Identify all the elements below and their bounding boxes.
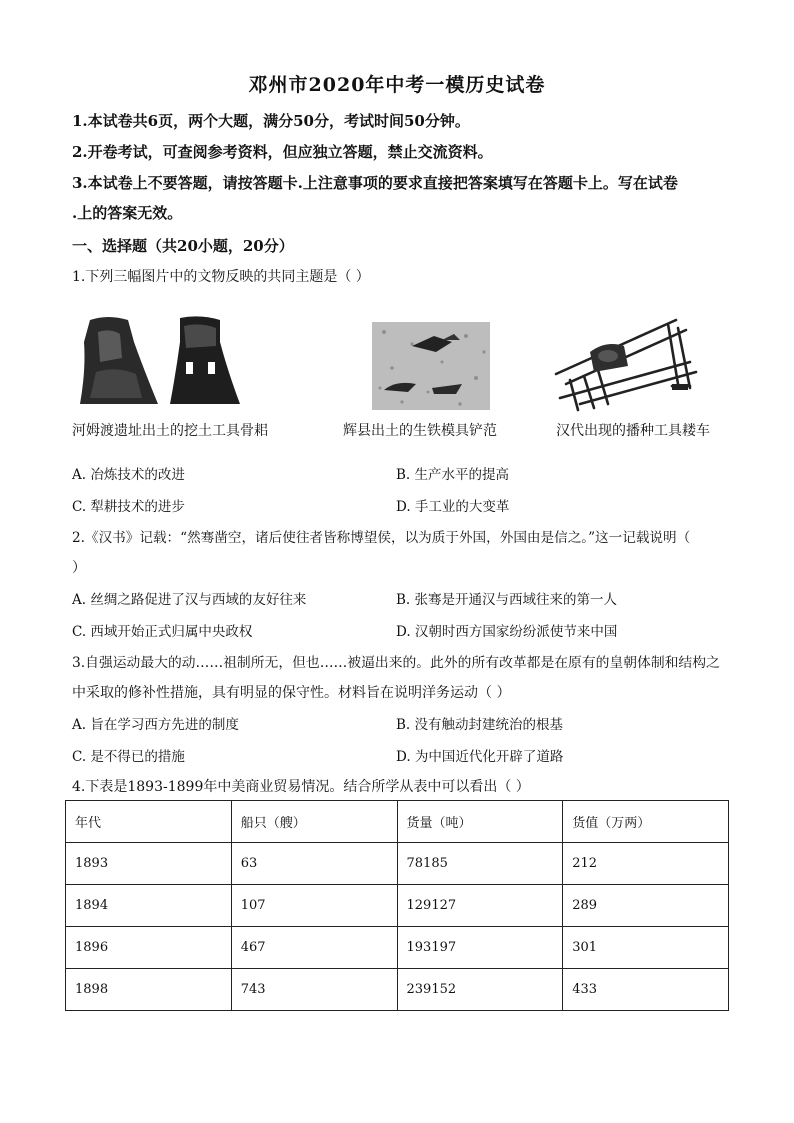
q1-option-c[interactable]: C. 犁耕技术的进步 — [72, 499, 185, 515]
table-cell: 239152 — [397, 969, 563, 1011]
table-cell: 1896 — [66, 927, 232, 969]
table-row — [66, 927, 729, 969]
caption-seed-drill: 汉代出现的播种工具耧车 — [556, 423, 710, 439]
bone-spade-image — [76, 312, 246, 416]
q3-stem-cont: 中采取的修补性措施，具有明显的保守性。材料旨在说明洋务运动（ ） — [72, 685, 511, 701]
table-header-row — [66, 801, 729, 843]
table-cell: 1893 — [66, 843, 232, 885]
q3-option-c[interactable]: C. 是不得已的措施 — [72, 749, 185, 765]
table-row — [66, 885, 729, 927]
table-cell: 193197 — [397, 927, 563, 969]
q3-option-b[interactable]: B. 没有触动封建统治的根基 — [396, 717, 564, 733]
table-cell: 129127 — [397, 885, 563, 927]
q3-option-d[interactable]: D. 为中国近代化开辟了道路 — [396, 749, 564, 765]
q1-option-b[interactable]: B. 生产水平的提高 — [396, 467, 510, 483]
q2-stem: 2.《汉书》记载：“然骞凿空，诸后使往者皆称博望侯，以为质于外国，外国由是信之。”这一记载说明（ — [72, 530, 691, 546]
header-year: 年代 — [66, 801, 232, 843]
table-cell: 1898 — [66, 969, 232, 1011]
exam-title: 邓州市2020年中考一模历史试卷 — [248, 74, 546, 96]
caption-bone-spade: 河姆渡遗址出土的挖土工具骨耜 — [72, 423, 268, 439]
table-row — [66, 843, 729, 885]
instruction-3-cont: .上的答案无效。 — [72, 204, 183, 222]
q3-option-a[interactable]: A. 旨在学习西方先进的制度 — [72, 717, 239, 733]
trade-table — [65, 800, 729, 1011]
table-cell: 433 — [563, 969, 729, 1011]
header-cargo: 货量（吨） — [397, 801, 563, 843]
q2-option-c[interactable]: C. 西域开始正式归属中央政权 — [72, 624, 253, 640]
q2-option-a[interactable]: A. 丝绸之路促进了汉与西域的友好往来 — [72, 592, 307, 608]
table-cell: 289 — [563, 885, 729, 927]
section-heading: 一、选择题（共20小题，20分） — [72, 237, 294, 255]
iron-mold-image — [372, 322, 490, 414]
table-row — [66, 969, 729, 1011]
q2-option-b[interactable]: B. 张骞是开通汉与西域往来的第一人 — [396, 592, 618, 608]
instruction-3: 3.本试卷上不要答题，请按答题卡.上注意事项的要求直接把答案填写在答题卡上。写在试卷 — [72, 174, 678, 192]
q1-option-a[interactable]: A. 冶炼技术的改进 — [72, 467, 185, 483]
q2-stem-cont: ） — [72, 560, 86, 576]
q1-stem: 1.下列三幅图片中的文物反映的共同主题是（ ） — [72, 269, 370, 285]
table-cell: 63 — [231, 843, 397, 885]
instruction-2: 2.开卷考试，可查阅参考资料，但应独立答题，禁止交流资料。 — [72, 143, 493, 161]
header-value: 货值（万两） — [563, 801, 729, 843]
q3-stem: 3.自强运动最大的动……祖制所无，但也……被逼出来的。此外的所有改革都是在原有的皇朝体制和结构之 — [72, 655, 720, 671]
q1-option-d[interactable]: D. 手工业的大变革 — [396, 499, 510, 515]
table-cell: 107 — [231, 885, 397, 927]
table-cell: 212 — [563, 843, 729, 885]
seed-drill-image — [550, 314, 700, 416]
header-ships: 船只（艘） — [231, 801, 397, 843]
table-cell: 1894 — [66, 885, 232, 927]
table-cell: 467 — [231, 927, 397, 969]
table-cell: 78185 — [397, 843, 563, 885]
instruction-1: 1.本试卷共6页，两个大题，满分50分，考试时间50分钟。 — [72, 112, 470, 130]
q4-stem: 4.下表是1893-1899年中美商业贸易情况。结合所学从表中可以看出（ ） — [72, 779, 530, 795]
table-cell: 301 — [563, 927, 729, 969]
table-cell: 743 — [231, 969, 397, 1011]
caption-iron-mold: 辉县出土的生铁模具铲范 — [343, 423, 497, 439]
q2-option-d[interactable]: D. 汉朝时西方国家纷纷派使节来中国 — [396, 624, 618, 640]
